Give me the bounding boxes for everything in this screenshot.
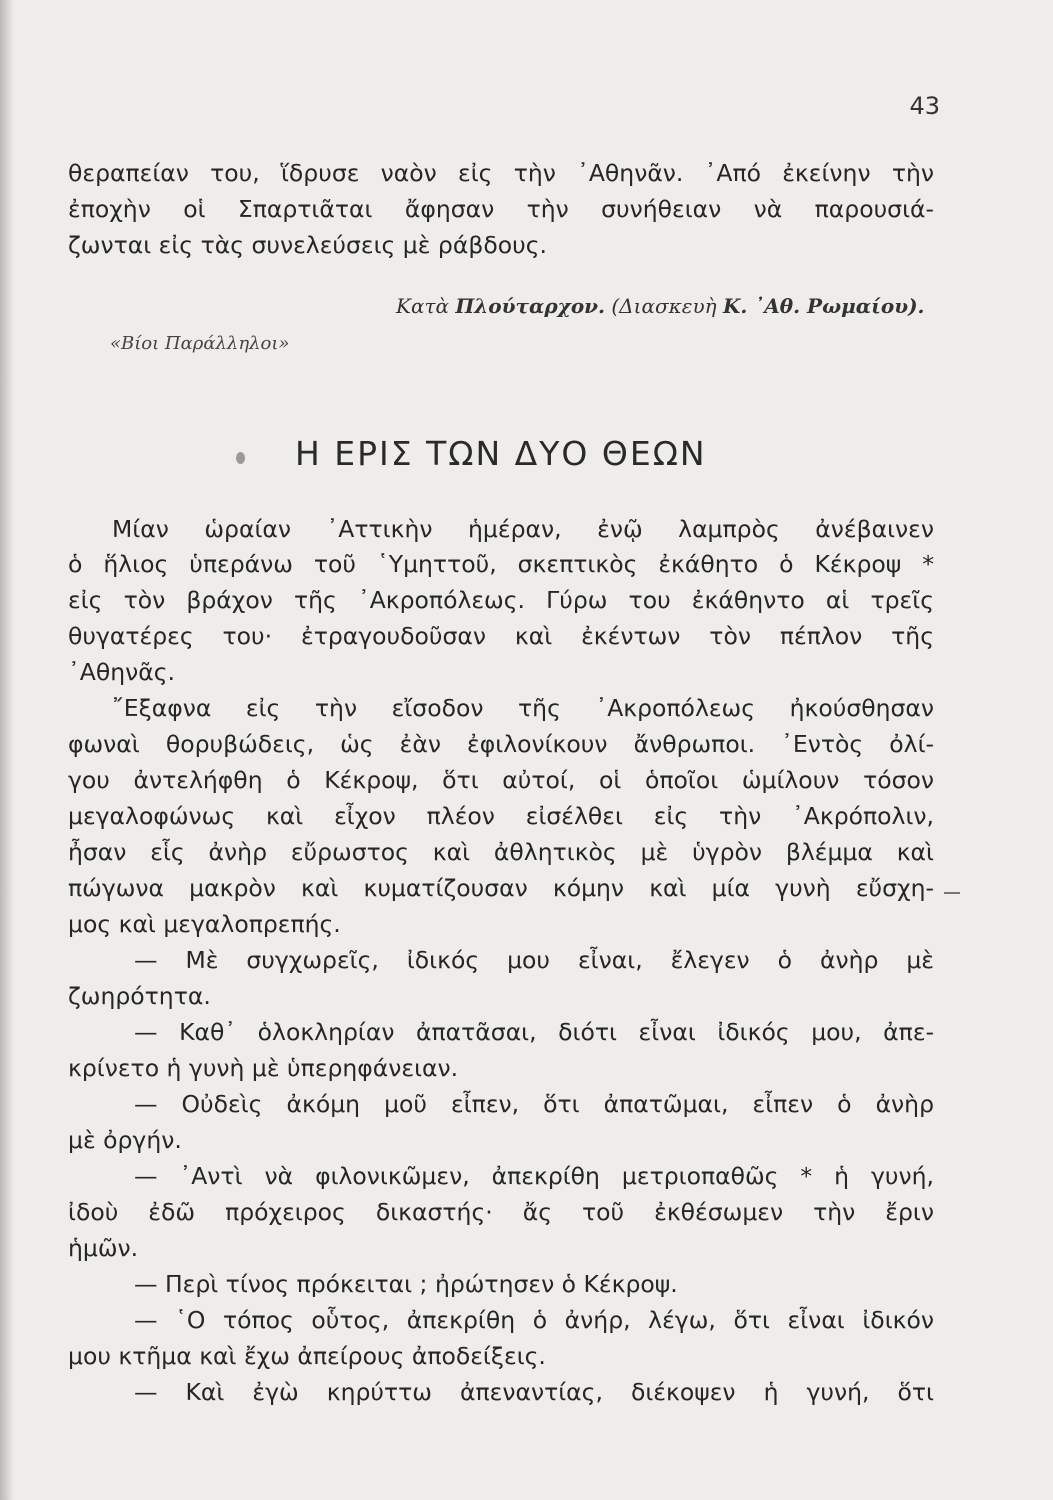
text-line: ζωηρότητα. bbox=[68, 982, 211, 1010]
text-line: φωναὶ θορυβώδεις, ὡς ἐὰν ἐφιλονίκουν ἄνθρωποι. ᾿Εντὸς ὀλί- bbox=[68, 730, 934, 758]
text-line: γου ἀντελήφθη ὁ Κέκροψ, ὅτι αὐτοί, οἱ ὁποῖοι ὡμίλουν τόσον bbox=[68, 766, 934, 794]
text-line: θεραπείαν του, ἵδρυσε ναὸν εἰς τὴν ᾿Αθηνᾶν. ᾿Από ἐκείνην τὴν bbox=[68, 159, 934, 187]
text-line: μου κτῆμα καὶ ἔχω ἀπείρους ἀποδείξεις. bbox=[68, 1342, 546, 1370]
page-binding-shadow bbox=[0, 0, 14, 1500]
text-line: εἰς τὸν βράχον τῆς ᾿Ακροπόλεως. Γύρω του ἐκάθηντο αἱ τρεῖς bbox=[68, 586, 934, 614]
dialogue-line: — ῾Ο τόπος οὗτος, ἀπεκρίθη ὁ ἀνήρ, λέγω, ὅτι εἶναι ἰδικόν bbox=[134, 1306, 934, 1334]
dialogue-line: — ᾿Αντὶ νὰ φιλονικῶμεν, ἀπεκρίθη μετριοπαθῶς * ἡ γυνή, bbox=[134, 1162, 934, 1190]
dialogue-line: — Μὲ συγχωρεῖς, ἰδικός μου εἶναι, ἔλεγεν ὁ ἀνὴρ μὲ bbox=[134, 946, 934, 974]
text-line: ζωνται εἰς τὰς συνελεύσεις μὲ ράβδους. bbox=[68, 231, 547, 259]
text-line: ἡμῶν. bbox=[68, 1234, 139, 1262]
source-author: Πλούταρχον. bbox=[455, 294, 606, 318]
source-adaptation: (Διασκευὴ bbox=[611, 294, 717, 318]
dialogue-line: — Περὶ τίνος πρόκειται ; ἠρώτησεν ὁ Κέκροψ. bbox=[134, 1270, 678, 1298]
text-line: κρίνετο ἡ γυνὴ μὲ ὑπερηφάνειαν. bbox=[68, 1054, 459, 1082]
text-line: ῎Εξαφνα εἰς τὴν εἴσοδον τῆς ᾿Ακροπόλεως ἠκούσθησαν bbox=[112, 694, 934, 722]
text-line: θυγατέρες του· ἐτραγουδοῦσαν καὶ ἐκέντων τὸν πέπλον τῆς bbox=[68, 622, 934, 650]
text-line: μεγαλοφώνως καὶ εἶχον πλέον εἰσέλθει εἰς τὴν ᾿Ακρόπολιν, bbox=[68, 802, 934, 830]
chapter-title: Η ΕΡΙΣ ΤΩΝ ΔΥΟ ΘΕΩΝ bbox=[295, 434, 707, 473]
source-attribution bbox=[396, 294, 925, 318]
dialogue-line: — Οὐδεὶς ἀκόμη μοῦ εἶπεν, ὅτι ἀπατῶμαι, εἶπεν ὁ ἀνὴρ bbox=[134, 1090, 934, 1118]
text-line: μὲ ὀργήν. bbox=[68, 1126, 182, 1154]
ink-mark bbox=[236, 452, 245, 464]
dialogue-line: — Καὶ ἐγὼ κηρύττω ἀπεναντίας, διέκοψεν ἡ γυνή, ὅτι bbox=[134, 1378, 934, 1406]
text-line: ᾿Αθηνᾶς. bbox=[68, 658, 175, 686]
source-editor: Κ. ᾿Αθ. Ρωμαίου). bbox=[722, 294, 925, 318]
text-line: ὁ ἥλιος ὑπεράνω τοῦ ῾Υμηττοῦ, σκεπτικὸς ἐκάθητο ὁ Κέκροψ * bbox=[68, 550, 934, 578]
text-line: ἰδοὺ ἐδῶ πρόχειρος δικαστής· ἄς τοῦ ἐκθέσωμεν τὴν ἔριν bbox=[68, 1198, 934, 1226]
text-line: Μίαν ὡραίαν ᾿Αττικὴν ἡμέραν, ἐνῷ λαμπρὸς ἀνέβαινεν bbox=[112, 515, 934, 543]
text-line: μος καὶ μεγαλοπρεπής. bbox=[68, 910, 341, 938]
text-line: πώγωνα μακρὸν καὶ κυματίζουσαν κόμην καὶ μία γυνὴ εὔσχη- bbox=[68, 874, 934, 902]
text-line: ἐποχὴν οἱ Σπαρτιᾶται ἄφησαν τὴν συνήθειαν νὰ παρουσιά- bbox=[68, 195, 934, 223]
dialogue-line: — Καθ᾿ ὁλοκληρίαν ἀπατᾶσαι, διότι εἶναι ἰδικός μου, ἀπε- bbox=[134, 1018, 934, 1046]
source-caption: «Βίοι Παράλληλοι» bbox=[110, 333, 290, 354]
margin-mark bbox=[944, 892, 960, 894]
page-number: 43 bbox=[909, 92, 940, 120]
text-line: ἦσαν εἷς ἀνὴρ εὔρωστος καὶ ἀθλητικὸς μὲ ὑγρὸν βλέμμα καὶ bbox=[68, 838, 934, 866]
source-prefix: Κατὰ bbox=[396, 294, 450, 318]
